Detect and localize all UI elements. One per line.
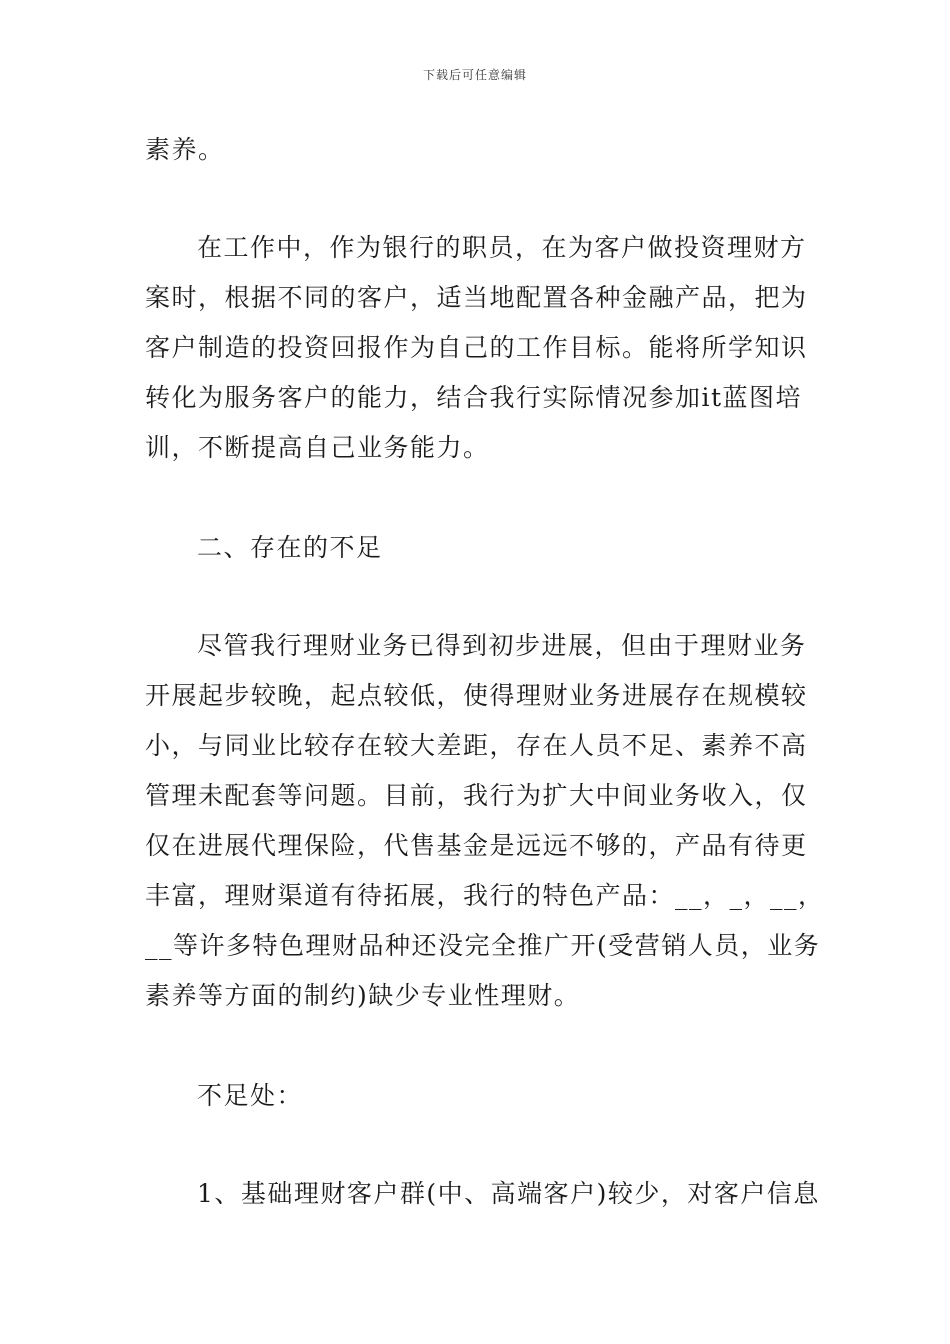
paragraph-line: 素养等方面的制约)缺少专业性理财。 — [145, 981, 581, 1010]
section-heading: 二、存在的不足 — [197, 533, 383, 562]
paragraph-line: 在工作中，作为银行的职员，在为客户做投资理财方 — [197, 233, 807, 262]
paragraph-line: 素养。 — [145, 135, 225, 164]
paragraph-line: 开展起步较晚，起点较低，使得理财业务进展存在规模较 — [145, 681, 808, 710]
paragraph-line: 客户制造的投资回报作为自己的工作目标。能将所学知识 — [145, 333, 808, 362]
paragraph-line: 小，与同业比较存在较大差距，存在人员不足、素养不高 — [145, 731, 808, 760]
paragraph-line: 管理未配套等问题。目前，我行为扩大中间业务收入，仅 — [145, 781, 808, 810]
list-item: 1、基础理财客户群(中、高端客户)较少，对客户信息 — [197, 1179, 820, 1208]
subsection-heading: 不足处： — [197, 1081, 304, 1110]
paragraph-line: 仅在进展代理保险，代售基金是远远不够的，产品有待更 — [145, 831, 808, 860]
paragraph-line: 案时，根据不同的客户，适当地配置各种金融产品，把为 — [145, 283, 808, 312]
page-header-note: 下载后可任意编辑 — [422, 68, 527, 82]
paragraph-line: 训，不断提高自己业务能力。 — [145, 433, 490, 462]
paragraph-line: 丰富，理财渠道有待拓展，我行的特色产品：__，_，__， — [145, 881, 825, 910]
paragraph-line: 转化为服务客户的能力，结合我行实际情况参加it蓝图培 — [145, 383, 803, 412]
paragraph-line: __等许多特色理财品种还没完全推广开(受营销人员，业务 — [145, 931, 821, 960]
paragraph-line: 尽管我行理财业务已得到初步进展，但由于理财业务 — [197, 631, 807, 660]
